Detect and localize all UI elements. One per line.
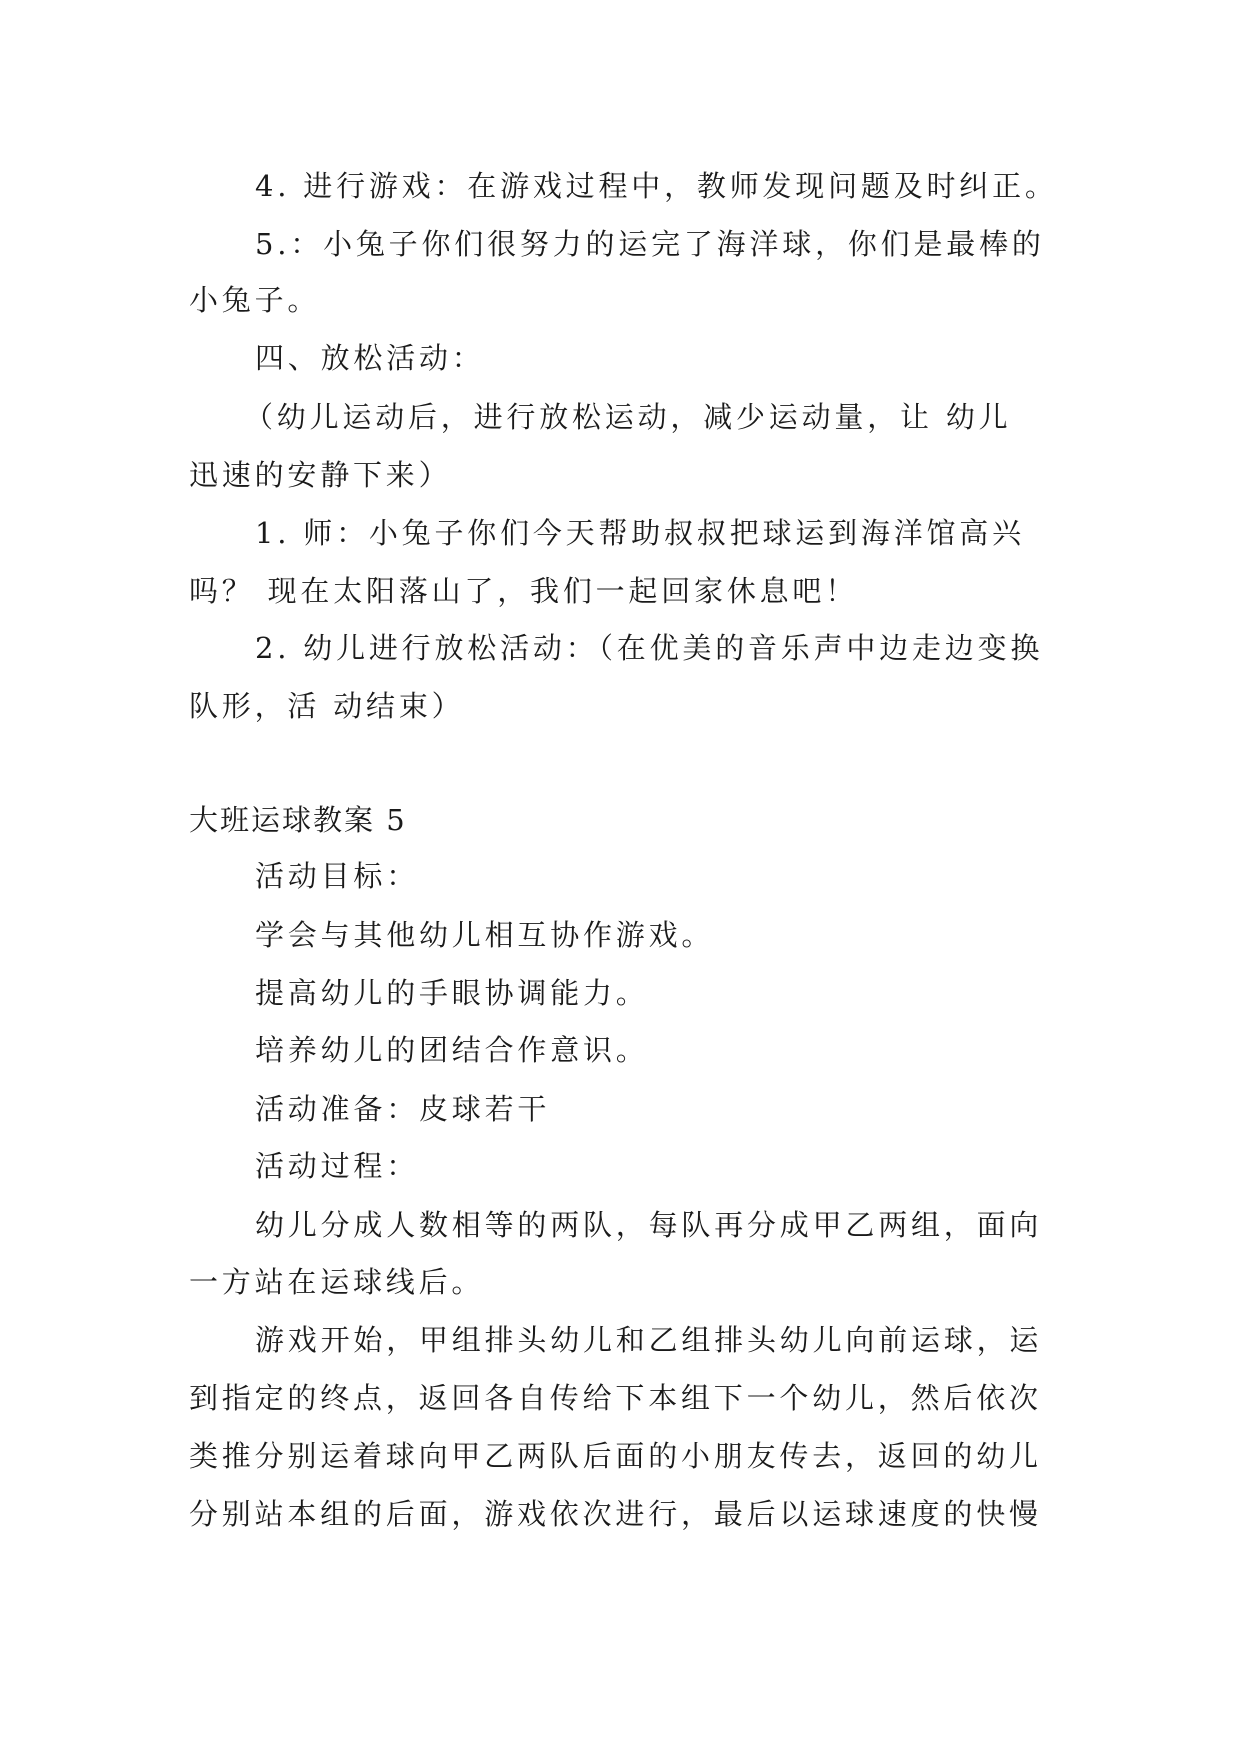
heading-process: 活动过程： — [255, 1149, 420, 1183]
paragraph-step-5-continued: 小兔子。 — [189, 283, 321, 317]
heading-goals: 活动目标： — [255, 859, 420, 893]
paragraph-relax-step-2: 2. 幼儿进行放松活动：（在优美的音乐声中边走边变换 — [255, 631, 1044, 665]
paragraph-process-1-continued: 一方站在运球线后。 — [189, 1265, 485, 1299]
paragraph-relax-note: （幼儿运动后，进行放松运动，减少运动量，让 幼儿 — [244, 400, 1012, 434]
document-section-title: 大班运球教案 5 — [189, 803, 407, 837]
goal-item-3: 培养幼儿的团结合作意识。 — [255, 1033, 649, 1067]
paragraph-step-5: 5.：小兔子你们很努力的运完了海洋球，你们是最棒的 — [255, 227, 1045, 261]
paragraph-process-2-line-4: 分别站本组的后面，游戏依次进行，最后以运球速度的快慢 — [189, 1497, 1042, 1531]
goal-item-2: 提高幼儿的手眼协调能力。 — [255, 976, 649, 1010]
heading-preparation: 活动准备：皮球若干 — [255, 1092, 551, 1126]
paragraph-process-2-line-3: 类推分别运着球向甲乙两队后面的小朋友传去，返回的幼儿 — [189, 1439, 1042, 1473]
paragraph-relax-step-2-continued: 队形，活 动结束） — [189, 689, 465, 723]
paragraph-process-2-line-2: 到指定的终点，返回各自传给下本组下一个幼儿，然后依次 — [189, 1381, 1042, 1415]
paragraph-relax-step-1-continued: 吗？ 现在太阳落山了，我们一起回家休息吧！ — [189, 574, 859, 608]
paragraph-process-2: 游戏开始，甲组排头幼儿和乙组排头幼儿向前运球，运 — [255, 1323, 1043, 1357]
paragraph-process-1: 幼儿分成人数相等的两队，每队再分成甲乙两组，面向 — [255, 1208, 1043, 1242]
paragraph-relax-note-continued: 迅速的安静下来） — [189, 458, 452, 492]
paragraph-relax-step-1: 1. 师：小兔子你们今天帮助叔叔把球运到海洋馆高兴 — [255, 516, 1025, 550]
goal-item-1: 学会与其他幼儿相互协作游戏。 — [255, 918, 715, 952]
section-heading-relax: 四、放松活动： — [255, 341, 485, 375]
paragraph-step-4: 4. 进行游戏：在游戏过程中，教师发现问题及时纠正。 — [255, 169, 1058, 203]
